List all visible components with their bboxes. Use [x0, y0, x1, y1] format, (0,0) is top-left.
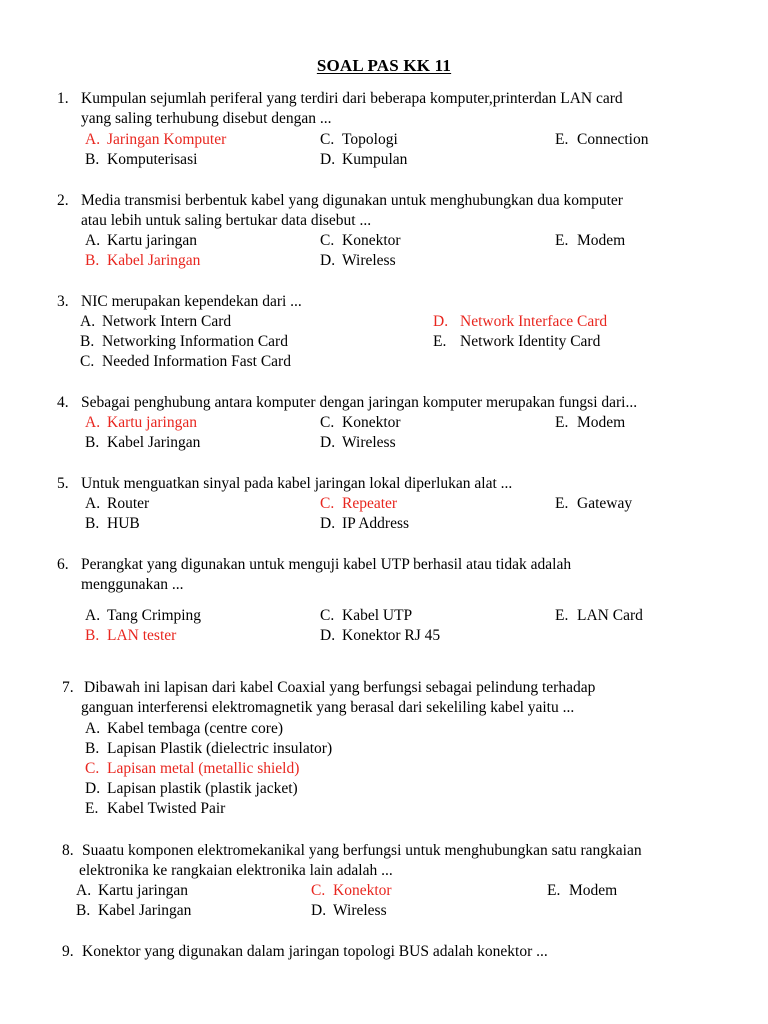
option-a-kartu-jaringan: A. Kartu jaringan [85, 232, 197, 249]
option-d-kumpulan: D. Kumpulan [320, 151, 408, 168]
option-d-konektor-rj45: D. Konektor RJ 45 [320, 627, 441, 644]
option-c-needed-information-fast-card: C. Needed Information Fast Card [80, 353, 291, 370]
option-b-kabel-jaringan: B. Kabel Jaringan [76, 902, 192, 919]
question-number: 3. [57, 293, 69, 310]
question-text-line: Kumpulan sejumlah periferal yang terdiri dari beberapa komputer,printerdan LAN card [81, 90, 623, 107]
option-e-modem: E. Modem [555, 232, 626, 249]
question-text-line: Untuk menguatkan sinyal pada kabel jaringan lokal diperlukan alat ... [81, 475, 513, 492]
option-e-network-identity-card: E. Network Identity Card [433, 333, 601, 350]
option-c-konektor: C. Konektor [311, 882, 392, 899]
option-c-konektor: C. Konektor [320, 232, 401, 249]
question-number: 4. [57, 394, 69, 411]
option-e-kabel-twisted-pair: E. Kabel Twisted Pair [85, 800, 226, 817]
question-text-line: elektronika ke rangkaian elektronika lain adalah ... [79, 862, 393, 879]
question-text-line: Konektor yang digunakan dalam jaringan topologi BUS adalah konektor ... [82, 943, 548, 960]
option-d-lapisan-plastik-jacket: D. Lapisan plastik (plastik jacket) [85, 780, 298, 797]
question-text-line: Perangkat yang digunakan untuk menguji kabel UTP berhasil atau tidak adalah [81, 556, 572, 573]
option-c-repeater: C. Repeater [320, 495, 398, 512]
option-c-topologi: C. Topologi [320, 131, 398, 148]
option-e-gateway: E. Gateway [555, 495, 633, 512]
question-number: 5. [57, 475, 69, 492]
option-e-modem: E. Modem [555, 414, 626, 431]
question-number: 8. [62, 842, 74, 859]
option-e-connection: E. Connection [555, 131, 649, 148]
question-number: 6. [57, 556, 69, 573]
question-number: 2. [57, 192, 69, 209]
option-a-jaringan-komputer: A. Jaringan Komputer [85, 131, 227, 148]
option-e-modem: E. Modem [547, 882, 618, 899]
option-d-wireless: D. Wireless [320, 252, 396, 269]
question-number: 9. [62, 943, 74, 960]
option-d-ip-address: D. IP Address [320, 515, 410, 532]
option-c-lapisan-metal: C. Lapisan metal (metallic shield) [85, 760, 300, 777]
option-b-kabel-jaringan: B. Kabel Jaringan [85, 434, 201, 451]
question-text-line: menggunakan ... [81, 576, 184, 593]
option-a-kartu-jaringan: A. Kartu jaringan [76, 882, 188, 899]
option-a-kabel-tembaga: A. Kabel tembaga (centre core) [85, 720, 283, 737]
option-e-lan-card: E. LAN Card [555, 607, 643, 624]
option-a-network-intern-card: A. Network Intern Card [80, 313, 232, 330]
option-a-router: A. Router [85, 495, 150, 512]
option-a-tang-crimping: A. Tang Crimping [85, 607, 202, 624]
question-text-line: Sebagai penghubung antara komputer dengan jaringan komputer merupakan fungsi dari... [81, 394, 638, 411]
question-text-line: Media transmisi berbentuk kabel yang digunakan untuk menghubungkan dua komputer [81, 192, 623, 209]
option-c-konektor: C. Konektor [320, 414, 401, 431]
question-text-line: ganguan interferensi elektromagnetik yang berasal dari sekeliling kabel yaitu ... [81, 699, 575, 716]
question-text-line: atau lebih untuk saling bertukar data disebut ... [81, 212, 372, 229]
option-b-networking-information-card: B. Networking Information Card [80, 333, 288, 350]
question-text-line: Dibawah ini lapisan dari kabel Coaxial yang berfungsi sebagai pelindung terhadap [84, 679, 596, 696]
page-title: SOAL PAS KK 11 [316, 56, 452, 75]
option-d-wireless: D. Wireless [320, 434, 396, 451]
question-text-line: Suaatu komponen elektromekanikal yang berfungsi untuk menghubungkan satu rangkaian [82, 842, 642, 859]
option-b-kabel-jaringan: B. Kabel Jaringan [85, 252, 201, 269]
option-b-lan-tester: B. LAN tester [85, 627, 177, 644]
option-c-kabel-utp: C. Kabel UTP [320, 607, 413, 624]
question-text-line: yang saling terhubung disebut dengan ... [81, 110, 332, 127]
option-a-kartu-jaringan: A. Kartu jaringan [85, 414, 197, 431]
question-text-line: NIC merupakan kependekan dari ... [81, 293, 302, 310]
option-b-lapisan-plastik: B. Lapisan Plastik (dielectric insulator) [85, 740, 333, 757]
option-d-network-interface-card: D. Network Interface Card [433, 313, 608, 330]
question-number: 7. [62, 679, 74, 696]
option-b-hub: B. HUB [85, 515, 140, 532]
option-d-wireless: D. Wireless [311, 902, 387, 919]
question-number: 1. [57, 90, 69, 107]
option-b-komputerisasi: B. Komputerisasi [85, 151, 198, 168]
